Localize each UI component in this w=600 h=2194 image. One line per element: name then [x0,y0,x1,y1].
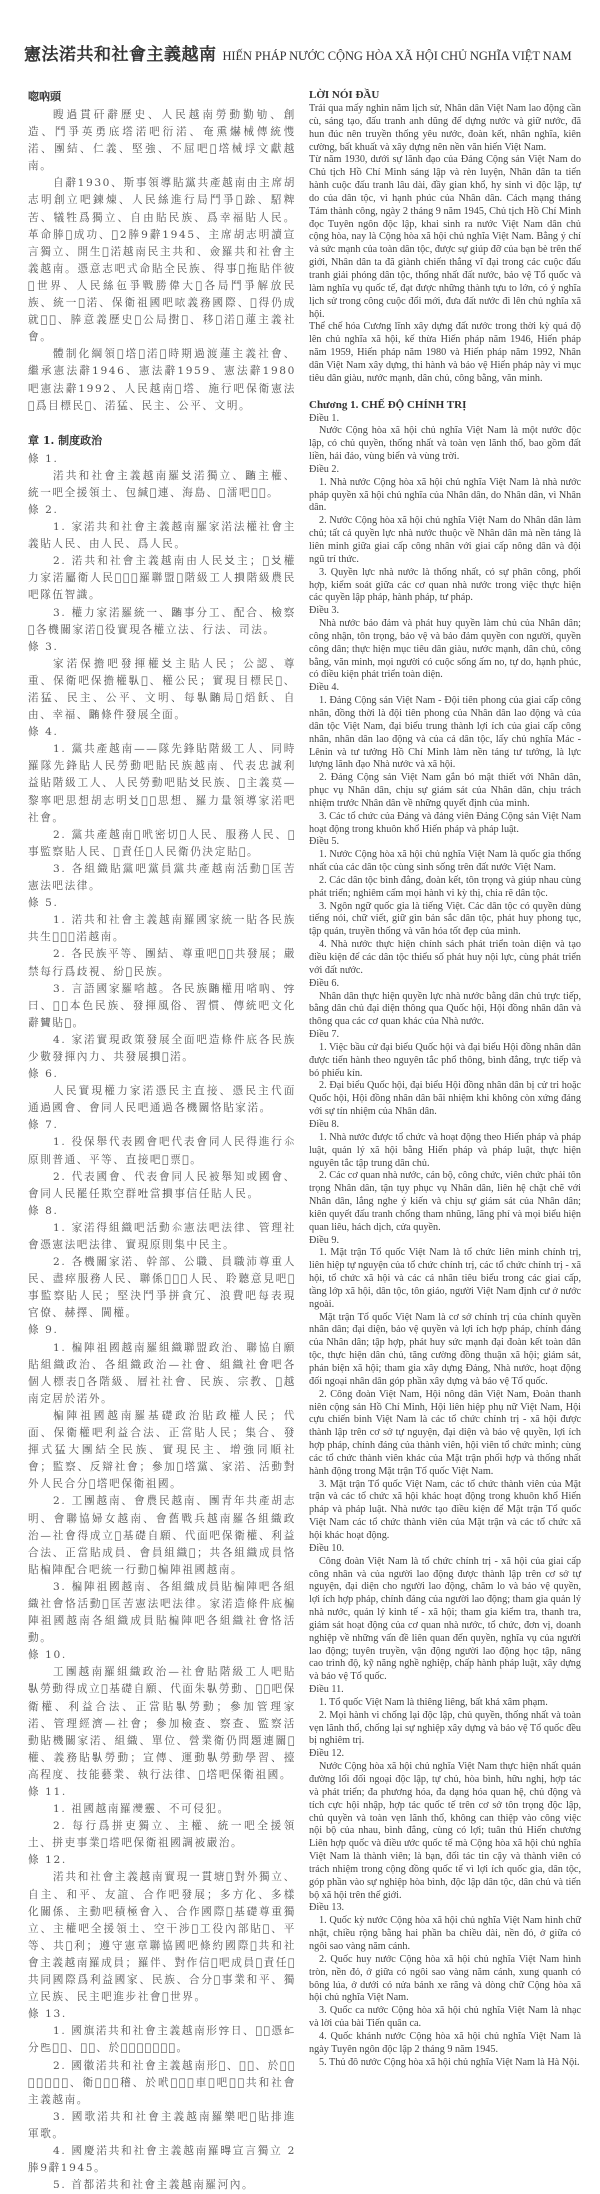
article-label: Điều 1. [309,412,339,424]
preamble-heading: LỜI NÓI ĐẦU [309,89,380,101]
article-paragraph: Nước Cộng hòa xã hội chủ nghĩa Việt Nam thực hiện nhất quán đường lối đối ngoại độc lập, tự chủ, hòa bình, hữu nghị, hợp tác và phát triển; đa phương hóa, đa dạng hóa quan hệ, chủ động và tích cực hội nhập, hợp tác quốc tế trên cơ sở tôn trọng độc lập, chủ quyền và toàn vẹn lãnh thổ, không can thiệp vào công việc nội bộ của nhau, bình đẳng, cùng có lợi; tuân thủ Hiến chương Liên hợp quốc và điều ước quốc tế mà Cộng hòa xã hội chủ nghĩa Việt Nam là thành viên; là bạn, đối tác tin cậy và thành viên có trách nhiệm trong cộng đồng quốc tế vì lợi ích quốc gia, dân tộc, góp phần vào sự nghiệp hòa bình, độc lập dân tộc, dân chủ và tiến bộ xã hội trên thế giới. [309,1761,581,1901]
chu-nom-column [28,88,296,2194]
article-paragraph: 2. Đại biểu Quốc hội, đại biểu Hội đồng nhân dân bị cử tri hoặc Quốc hội, Hội đồng nhân dân bãi nhiệm khi không còn xứng đáng với sự tín nhiệm của Nhân dân. [309,1080,581,1118]
chapter-heading: 章 1. 制度政治 [28,433,103,447]
article-paragraph: 渃共和社會主義越南實現一貫塘𨁦對外獨立、自主、和平、友誼、合作吧發展；多方化、多樣化關係、主動吧積極會入、合作國際𨕭基礎尊重獨立、主權吧全援領土、空干涉𠅍工役內部貼𦛌、平等、共𣎏利；遵守憲章聯協國吧條約國際𪦆共和社會主義越南羅成員；羅伴、對作信𢜝吧成員𣎏責任𣈙共同國際爲利益國家、民族、合分𠅍事業和平、獨立民族、民主吧進步社會𨕭世界。 [28,1871,296,2004]
article-label: Điều 4. [309,682,339,694]
article-paragraph: 1. 渃共和社會主義越南羅國家統一貼各民族共生𤯩𨕭𡐙渃越南。 [28,914,296,944]
article-label: Điều 5. [309,836,339,848]
preamble-body [28,107,296,415]
article-paragraph: 1. 役保舉代表國會吧代表會同人民得進行𠇍原則普通、平等、直接吧𢴑票𥋳。 [28,1136,296,1166]
article-label: 條 7. [28,1119,59,1132]
article-paragraph: 1. 家渃得組織吧活動𠇍憲法吧法律、管理社會憑憲法吧法律、實現原則集中民主。 [28,1221,296,1251]
article [309,682,581,836]
article-label: 條 8. [28,1204,59,1217]
article-paragraph: 1. Việc bầu cử đại biểu Quốc hội và đại biểu Hội đồng nhân dân được tiến hành theo nguyên tắc phổ thông, bình đẳng, trực tiếp và bỏ phiếu kín. [309,1041,581,1079]
article-paragraph: 4. 國慶渃共和社會主義越南羅𣈜宣言獨立 2䏾9辭1945。 [28,2144,296,2175]
article-label: 條 4. [28,726,59,739]
article-paragraph: 1. Quốc kỳ nước Cộng hòa xã hội chủ nghĩa Việt Nam hình chữ nhật, chiều rộng bằng hai phần ba chiều dài, nền đỏ, ở giữa có ngôi sao vàng năm cánh. [309,1915,581,1952]
article-paragraph: 1. 祖國越南羅𤅶靈、不可侵犯。 [53,1803,230,1816]
article-paragraph: 2. Đảng Cộng sản Việt Nam gắn bó mật thiết với Nhân dân, phục vụ Nhân dân, chịu sự giám sát của Nhân dân, chịu trách nhiệm trước Nhân dân về những quyết định của mình. [309,772,581,809]
article-paragraph: 4. Nhà nước thực hiện chính sách phát triển toàn diện và tạo điều kiện để các dân tộc thiểu số phát huy nội lực, cùng phát triển với đất nước. [309,939,581,976]
article-paragraph: 5. Thủ đô nước Cộng hòa xã hội chủ nghĩa Việt Nam là Hà Nội. [319,2056,580,2068]
article-paragraph: 1. 國旗渃共和社會主義越南形𡨸日、𡗶𨱽憑𠄩分𠀧𡗶𨱽、𡐙𧺃、於𣈙𣎏𩈘𩈘𬆄𢆥𢆥。 [28,2025,296,2055]
article-label: 條 10. [28,1649,67,1662]
chapter-heading: Chương 1. CHẾ ĐỘ CHÍNH TRỊ [309,398,467,411]
preamble-paragraph: Từ năm 1930, dưới sự lãnh đạo của Đảng Cộng sản Việt Nam do Chủ tịch Hồ Chí Minh sáng lập và rèn luyện, Nhân dân ta tiến hành cuộc đấu tranh lâu dài, đầy gian khổ, hy sinh vì độc lập, tự do của dân tộc, vì hạnh phúc của Nhân dân. Cách mạng tháng Tám thành công, ngày 2 tháng 9 năm 1945, Chủ tịch Hồ Chí Minh đọc Tuyên ngôn độc lập, khai sinh ra nước Việt Nam dân chủ cộng hòa, nay là Cộng hòa xã hội chủ nghĩa Việt Nam. Bằng ý chí và sức mạnh của toàn dân tộc, được sự giúp đỡ của bạn bè trên thế giới, Nhân dân ta đã giành chiến thắng vĩ đại trong các cuộc đấu tranh giải phóng dân tộc, thống nhất đất nước, bảo vệ Tổ quốc và làm nghĩa vụ quốc tế, đạt được những thành tựu to lớn, có ý nghĩa lịch sử trong công cuộc đổi mới, đưa đất nước đi lên chủ nghĩa xã hội. [309,154,581,320]
article-label: Điều 3. [309,605,339,617]
article-paragraph: Nhà nước bảo đảm và phát huy quyền làm chủ của Nhân dân; công nhận, tôn trọng, bảo vệ và bảo đảm quyền con người, quyền công dân; thực hiện mục tiêu dân giàu, nước mạnh, dân chủ, công bằng, văn minh, mọi người có cuộc sống ấm no, tự do, hạnh phúc, có điều kiện phát triển toàn diện. [309,618,581,681]
article [28,1784,296,1852]
article-label: 條 9. [28,1324,59,1337]
article [309,1748,581,1902]
article-paragraph: 家渃保擔吧發揮權𠬠主貼人民；公認、尊重、保衛吧保擔權𠊛𠊚、權公民；實現目標民𩈘、渃猛、民主、公平、文明、每𠊛𣎏局𤯩熖飫、自由、幸福、𣎏條件發展全面。 [28,657,296,722]
article-paragraph: Mặt trận Tổ quốc Việt Nam là cơ sở chính trị của chính quyền nhân dân; đại diện, bảo vệ quyền và lợi ích hợp pháp, chính đáng của Nhân dân; tập hợp, phát huy sức mạnh đại đoàn kết toàn dân tộc, thực hiện dân chủ, tăng cường đồng thuận xã hội; giám sát, phản biện xã hội; tham gia xây dựng Đảng, Nhà nước, hoạt động đối ngoại nhân dân góp phần xây dựng và bảo vệ Tổ quốc. [309,1311,581,1387]
article-label: Điều 9. [309,1234,339,1246]
preamble-paragraph: 瞍過貫矸辭歷史、人民越南勞動勤劬、創造、鬥爭英勇底㙮渃吧衍渃、奄熏爀械傳統愯渃、團結、仁義、堅強、不屈吧𡏦㙮械垺文獻越南。 [28,109,296,173]
article-label: Điều 13. [309,1902,345,1914]
article-paragraph: 2. 渃共和社會主義越南由人民𠬠主；𪥘𠬠權力家渃屬衛人民𪦆𡐙𡏧羅聯盟𣈙階級工人𢭲階級農民吧隊伍智識。 [28,555,296,602]
preamble-paragraph: 體制化綱領𡏦㙮𡐙渃𣈙時期過渡蓮主義社會、繼承憲法辭1946、憲法辭1959、憲法辭1980吧憲法辭1992、人民越南𡏦㙮、施行吧保衛憲法𠻀爲目標民𩈘、渃猛、民主、公平、文明。 [28,348,296,412]
article-paragraph: 人民實現權力家渃憑民主直接、憑民主代面通過國會、會同人民吧通過各機關恪貼家渃。 [28,1085,296,1115]
article [309,464,581,605]
article-paragraph: 1. Tổ quốc Việt Nam là thiêng liêng, bất khả xâm phạm. [319,1696,548,1708]
article-paragraph: 2. Các cơ quan nhà nước, cán bộ, công chức, viên chức phải tôn trọng Nhân dân, tận tụy phục vụ Nhân dân, liên hệ chặt chẽ với Nhân dân, lắng nghe ý kiến và chịu sự giám sát của Nhân dân; kiên quyết đấu tranh chống tham nhũng, lãng phí và mọi biểu hiện quan liêu, hách dịch, cửa quyền. [309,1170,581,1233]
article-label: 條 3. [28,640,59,653]
article-paragraph: Nhân dân thực hiện quyền lực nhà nước bằng dân chủ trực tiếp, bằng dân chủ đại diện thông qua Quốc hội, Hội đồng nhân dân và thông qua các cơ quan khác của Nhà nước. [309,990,581,1028]
article [309,1902,581,2069]
article-paragraph: 2. 代表國會、代表會同人民被舉知或國會、會同人民罷任欺空群𠱊當𢭲事信任貼人民。 [28,1170,296,1200]
article [28,1852,296,2006]
article-paragraph: 3. Quyền lực nhà nước là thống nhất, có sự phân công, phối hợp, kiểm soát giữa các cơ quan nhà nước trong việc thực hiện các quyền lập pháp, hành pháp, tư pháp. [309,566,581,604]
article [309,1029,581,1119]
article [309,978,581,1029]
article-paragraph: 2. 工團越南、會農民越南、團青年共產胡志明、會聯協婦女越南、會舊戰兵越南羅各組織政治—社會得成立𨕭基礎自願、代面吧保衛權、利益合法、正當貼成員、會員組織𨉟；共各組織成員恪貼楄陣配合吧統一行動𣈙楄陣祖國越南。 [28,1495,296,1576]
document-title [24,40,584,65]
article-paragraph: 2. Quốc huy nước Cộng hòa xã hội chủ nghĩa Việt Nam hình tròn, nền đỏ, ở giữa có ngôi sao vàng năm cánh, xung quanh có bông lúa, ở dưới có nửa bánh xe răng và dòng chữ Cộng hòa xã hội chủ nghĩa Việt Nam. [309,1953,581,2004]
article [309,605,581,682]
article [28,639,296,724]
article [309,1119,581,1235]
article-paragraph: 3. Ngôn ngữ quốc gia là tiếng Việt. Các dân tộc có quyền dùng tiếng nói, chữ viết, giữ gìn bản sắc dân tộc, phát huy phong tục, tập quán, truyền thống và văn hóa tốt đẹp của mình. [309,900,581,938]
article-paragraph: 2. Mọi hành vi chống lại độc lập, chủ quyền, thống nhất và toàn vẹn lãnh thổ, chống lại sự nghiệp xây dựng và bảo vệ Tổ quốc đều bị nghiêm trị. [309,1709,581,1747]
article-label: 條 6. [28,1068,59,1081]
article-paragraph: Công đoàn Việt Nam là tổ chức chính trị - xã hội của giai cấp công nhân và của người lao động được thành lập trên cơ sở tự nguyện, đại diện cho người lao động, chăm lo và bảo vệ quyền, lợi ích hợp pháp, chính đáng của người lao động; tham gia quản lý nhà nước, quản lý kinh tế - xã hội; tham gia kiểm tra, thanh tra, giám sát hoạt động của cơ quan nhà nước, tổ chức, đơn vị, doanh nghiệp về những vấn đề liên quan đến quyền, nghĩa vụ của người lao động; tuyên truyền, vận động người lao động học tập, nâng cao trình độ, kỹ năng nghề nghiệp, chấp hành pháp luật, xây dựng và bảo vệ Tổ quốc. [309,1555,581,1683]
article-paragraph: Nước Cộng hòa xã hội chủ nghĩa Việt Nam là một nước độc lập, có chủ quyền, thống nhất và toàn vẹn lãnh thổ, bao gồm đất liền, hải đảo, vùng biển và vùng trời. [309,425,581,463]
article-paragraph: 1. Nhà nước được tổ chức và hoạt động theo Hiến pháp và pháp luật, quản lý xã hội bằng Hiến pháp và pháp luật, thực hiện nguyên tắc tập trung dân chủ. [309,1131,581,1169]
article-paragraph: 3. Quốc ca nước Cộng hòa xã hội chủ nghĩa Việt Nam là nhạc và lời của bài Tiến quân ca. [309,2005,581,2030]
article-paragraph: 1. 楄陣祖國越南羅組織聯盟政治、聯協自願貼組織政治、各組織政治—社會、組織社會吧各個人標表𣈙各階級、層社社會、民族、宗教、𠊛越南定居於渃外。 [28,1341,296,1405]
article-label: Điều 6. [309,977,339,989]
articles-list [28,451,296,2194]
article-paragraph: 1. Nhà nước Cộng hòa xã hội chủ nghĩa Việt Nam là nhà nước pháp quyền xã hội chủ nghĩa của Nhân dân, do Nhân dân, vì Nhân dân. [309,476,581,514]
preamble-body [309,103,581,386]
articles-list [309,413,581,2070]
article-paragraph: 2. 國徽渃共和社會主義越南形𡓮、𡐙𧺃、於𣈙𣎏𩈘𩈘𬆄𢆥𢆥、衛𨖅𣎏𦲱稽、於𠰺𣎏𡛤𡖡車𨆢吧𣳔𡨸共和社會主義越南。 [28,2059,296,2106]
article [309,1684,581,1748]
vietnamese-column [309,88,581,2069]
article [309,1235,581,1543]
article [28,2006,296,2194]
article-paragraph: 2. 每行爲拼吏獨立、主權、統一吧全援領土、拼吏事業𡏦㙮吧保衛祖國調被嚴治。 [28,1820,296,1850]
article-paragraph: 2. Nước Cộng hòa xã hội chủ nghĩa Việt Nam do Nhân dân làm chủ; tất cả quyền lực nhà nước thuộc về Nhân dân mà nền tảng là liên minh giữa giai cấp công nhân với giai cấp nông dân và đội ngũ trí thức. [309,515,581,565]
article-paragraph: 1. Nước Cộng hòa xã hội chủ nghĩa Việt Nam là quốc gia thống nhất của các dân tộc cùng sinh sống trên đất nước Việt Nam. [309,849,581,874]
article-label: 條 11. [28,1786,67,1798]
article [309,836,581,977]
article-paragraph: 5. 首都渃共和社會主義越南羅河內。 [53,2179,255,2192]
article-paragraph: 2. 各機關家渃、幹部、公職、員職沛尊重人民、盡瘁服務人民、聯係𦀊𦀊𢭲人民、聆聽意見吧𤂬事監察貼人民；堅決鬥爭拼貪冗、浪費吧每表現官僚、赫擇、閫權。 [28,1256,296,1320]
article [28,1117,296,1202]
article-label: Điều 12. [309,1748,345,1760]
article [28,1066,296,1117]
article-label: Điều 8. [309,1118,339,1130]
article-paragraph: 4. Quốc khánh nước Cộng hòa xã hội chủ nghĩa Việt Nam là ngày Tuyên ngôn độc lập 2 tháng 9 năm 1945. [309,2030,581,2055]
article-paragraph: 楄陣祖國越南羅基礎政治貼政權人民；代面、保衛權吧利益合法、正當貼人民；集合、發揮式猛大團結全民族、實現民主、增強同順社會；監察、反辯社會；參加𡏦㙮黨、家渃、活動對外人民合分𡏦㙮吧保衛祖國。 [28,1409,296,1491]
article-paragraph: 2. Công đoàn Việt Nam, Hội nông dân Việt Nam, Đoàn thanh niên cộng sản Hồ Chí Minh, Hội liên hiệp phụ nữ Việt Nam, Hội cựu chiến binh Việt Nam là các tổ chức chính trị - xã hội được thành lập trên cơ sở tự nguyện, đại diện và bảo vệ quyền, lợi ích hợp pháp, chính đáng của thành viên, hội viên tổ chức mình; cùng các tổ chức thành viên khác của Mặt trận phối hợp và thống nhất hành động trong Mặt trận Tổ quốc Việt Nam. [309,1388,581,1477]
preamble-paragraph: Thể chế hóa Cương lĩnh xây dựng đất nước trong thời kỳ quá độ lên chủ nghĩa xã hội, kế thừa Hiến pháp năm 1946, Hiến pháp năm 1959, Hiến pháp năm 1980 và Hiến pháp năm 1992, Nhân dân Việt Nam xây dựng, thi hành và bảo vệ Hiến pháp này vì mục tiêu dân giàu, nước mạnh, dân chủ, công bằng, văn minh. [309,321,581,384]
preamble-heading: 唿吶頭 [28,90,61,103]
article-paragraph: 1. Mặt trận Tổ quốc Việt Nam là tổ chức liên minh chính trị, liên hiệp tự nguyện của tổ chức chính trị, các tổ chức chính trị - xã hội, tổ chức xã hội và các cá nhân tiêu biểu trong các giai cấp, tầng lớp xã hội, dân tộc, tôn giáo, người Việt Nam định cư ở nước ngoài. [309,1247,581,1310]
article-paragraph: 4. 家渃實現政策發展全面吧造條件底各民族少數發揮內力、共發展𢭲𡐙渃。 [28,1033,296,1063]
article [28,895,296,1066]
article-paragraph: 3. 楄陣祖國越南、各組織成員貼楄陣吧各組織社會恪活動𣈙匡苦憲法吧法律。家渃造條件底楄陣祖國越南各組織成員貼楄陣吧各組織社會恪活動。 [28,1580,296,1645]
article-paragraph: 3. 各組織貼黨吧黨員黨共產越南活動𣈙匡苦憲法吧法律。 [28,862,296,893]
article-label: 條 12. [28,1854,67,1867]
article-paragraph: 3. 權力家渃羅統一、𣎏事分工、配合、檢察𣈙各機關家渃𣈙役實現各權立法、行法、司法。 [28,606,296,636]
article-label: 條 13. [28,2008,67,2021]
article-paragraph: 2. Các dân tộc bình đẳng, đoàn kết, tôn trọng và giúp nhau cùng phát triển; nghiêm cấm mọi hành vi kỳ thị, chia rẽ dân tộc. [309,874,581,899]
article-label: Điều 7. [309,1029,339,1041]
article-label: Điều 11. [309,1684,344,1696]
article-paragraph: 1. Đảng Cộng sản Việt Nam - Đội tiên phong của giai cấp công nhân, đồng thời là đội tiên phong của Nhân dân lao động và của dân tộc Việt Nam, đại biểu trung thành lợi ích của giai cấp công nhân, nhân dân lao động và của cả dân tộc, lấy chủ nghĩa Mác - Lênin và tư tưởng Hồ Chí Minh làm nền tảng tư tưởng, là lực lượng lãnh đạo Nhà nước và xã hội. [309,695,581,771]
article-paragraph: 3. 言語國家羅㗂越。各民族𣎏權用㗂吶、𡨸曰、𡨹𠸥本色民族、發揮風俗、習慣、傳統吧文化辭𡤓貼𨉟。 [28,982,296,1029]
title-vietnamese: HIẾN PHÁP NƯỚC CỘNG HÒA XÃ HỘI CHỦ NGHĨA VIỆT NAM [222,49,572,63]
preamble-paragraph: Trải qua mấy nghìn năm lịch sử, Nhân dân Việt Nam lao động cần cù, sáng tạo, đấu tranh anh dũng để dựng nước và giữ nước, đã hun đúc nên truyền thống yêu nước, đoàn kết, nhân nghĩa, kiên cường, bất khuất và xây dựng nên nền văn hiến Việt Nam. [309,103,581,153]
article [28,451,296,502]
article-paragraph: 1. 家渃共和社會主義越南羅家渃法權社會主義貼人民、由人民、爲人民。 [28,521,296,551]
article [309,1543,581,1684]
article-label: 條 2. [28,503,59,516]
article-paragraph: 渃共和社會主義越南羅𠬠渃獨立、𣎏主權、統一吧全援領土、包緘𡐙連、海島、𤂬㵢吧𤂬𡗶。 [28,469,296,499]
article-paragraph: 1. 黨共產越南——隊先鋒貼階級工人、同時羅隊先鋒貼人民勞動吧貼民族越南、代表忠誠利益貼階級工人、人民勞動吧貼𠬠民族、𥙩主義莫—黎寧吧思想胡志明𠬠𡐙𡏧思想、羅力量領導家渃吧社會。 [28,743,296,824]
article [28,1322,296,1647]
article [309,413,581,464]
article-label: Điều 10. [309,1542,345,1554]
article-paragraph: 工團越南羅組織政治—社會貼階級工人吧貼𠊛勞動得成立𨕭基礎自願、代面朱𠊛勞動、𢚸𢚸吧保衛權、利益合法、正當貼𠊛勞動；參加管理家渃、管理經濟—社會；參加檢查、察查、監察活動貼機關家渃、組織、單位、營業衛仍問題連關𦤾權、義務貼𠊛勞動；宣傳、運動𠊛勞動學習、擡高程度、技能藝業、執行法律、𡏦㙮吧保衛祖國。 [28,1666,296,1781]
article-label: 條 1. [28,452,59,465]
article-label: 條 5. [28,897,59,910]
article [28,724,296,895]
article-paragraph: 2. 黨共產越南𠾕𠰺密切𢭲人民、服務人民、𤂬事監察貼人民、𤂬責任𧗱人民衛仍決定貼𨉟。 [28,828,296,858]
article [28,502,296,639]
article-paragraph: 3. 國歌渃共和社會主義越南羅樂吧𠳒貼排進軍歌。 [28,2110,296,2140]
article-label: Điều 2. [309,463,339,475]
preamble-paragraph: 自辭1930、斯事領導貼黨共產越南由主席胡志明創立吧鍊煉、人民絲進行局鬥爭𣾶䟻、駋粺苦、犠牲爲獨立、自由貼民族、爲幸福貼人民。革命䏾𣈜成功、𣈜2䏾9辭1945、主席胡志明讀宣言獨立、開生𣎏渃越南民主共和、僉羅共和社會主義越南。憑意志吧式命貼全民族、得事𢻆拖貼伴彼𨖅世界、人民絲㐌爭戰勝偉大𣈙各局鬥爭解放民族、統一𡐙渃、保衛祖國吧𠲖義務國際、𨁡得仍成就𧵑𢧚、䏾意義歷史𣈙公局𢷮𣛭、移𡐙渃𧗱蓮主義社會。 [28,177,296,344]
article-paragraph: 2. 各民族平等、團結、尊重吧𢴑𦛌共發展；嚴禁每行爲歧視、紛𢺺民族。 [28,948,296,978]
title-chu-nom: 憲法渃共和社會主義越南 [24,45,217,65]
article [28,1203,296,1323]
article [28,1647,296,1784]
article-paragraph: 3. Mặt trận Tổ quốc Việt Nam, các tổ chức thành viên của Mặt trận và các tổ chức xã hội khác hoạt động trong khuôn khổ Hiến pháp và pháp luật. Nhà nước tạo điều kiện để Mặt trận Tổ quốc Việt Nam các tổ chức thành viên của Mặt trận và các tổ chức xã hội khác hoạt động. [309,1478,581,1541]
article-paragraph: 3. Các tổ chức của Đảng và đảng viên Đảng Cộng sản Việt Nam hoạt động trong khuôn khổ Hiến pháp và pháp luật. [309,810,581,835]
